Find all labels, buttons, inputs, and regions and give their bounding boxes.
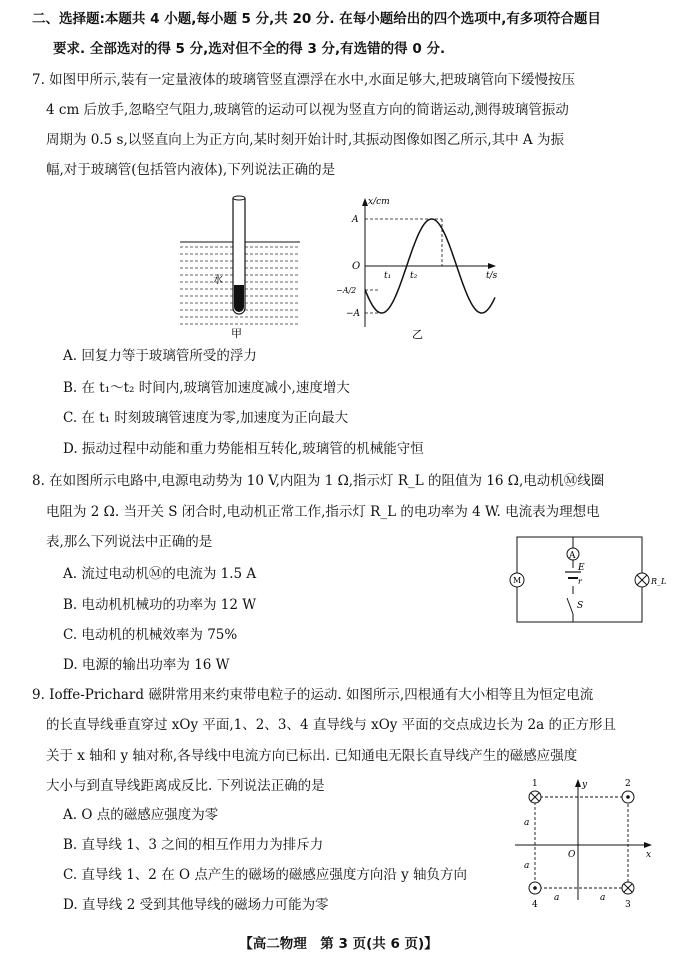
- q8-option-a[interactable]: A. 流过电动机Ⓜ的电流为 1.5 A: [63, 566, 257, 582]
- q7-stem-line: 周期为 0.5 s,以竖直向上为正方向,某时刻开始计时,其振动图像如图乙所示,其中 A 为振: [46, 132, 564, 148]
- r-label: r: [578, 577, 582, 586]
- q9-option-d[interactable]: D. 直导线 2 受到其他导线的磁场力可能为零: [63, 897, 329, 913]
- q8-stem-line: 电阻为 2 Ω. 当开关 S 闭合时,电动机正常工作,指示灯 R_L 的电功率为 4 W. 电流表为理想电: [46, 504, 600, 520]
- section-header-line1: 二、选择题:本题共 4 小题,每小题 5 分,共 20 分. 在每小题给出的四个选项中,有多项符合题目: [32, 11, 601, 27]
- y-axis-label: x/cm: [368, 197, 390, 207]
- side-a-label: a: [524, 818, 530, 828]
- q9-option-a[interactable]: A. O 点的磁感应强度为零: [63, 807, 219, 823]
- tick-O: O: [352, 261, 361, 272]
- q7-stem-line: 7. 如图甲所示,装有一定量液体的玻璃管竖直漂浮在水中,水面足够大,把玻璃管向下缓慢按压: [32, 72, 576, 88]
- figure-yi: [330, 192, 510, 342]
- tick-neg-A-half: −A/2: [336, 286, 357, 295]
- circuit-figure: [505, 532, 667, 632]
- q7-option-d[interactable]: D. 振动过程中动能和重力势能相互转化,玻璃管的机械能守恒: [63, 441, 424, 457]
- q7-option-a[interactable]: A. 回复力等于玻璃管所受的浮力: [63, 348, 257, 364]
- t2-label: t₂: [410, 271, 418, 281]
- side-a-label: a: [554, 893, 560, 903]
- tick-A: A: [352, 215, 359, 225]
- q8-option-b[interactable]: B. 电动机机械功的功率为 12 W: [63, 597, 257, 613]
- q9-stem-line: 关于 x 轴和 y 轴对称,各导线中电流方向已标出. 已知通电无限长直导线产生的磁感应强度: [46, 748, 578, 764]
- q9-option-b[interactable]: B. 直导线 1、3 之间的相互作用力为排斥力: [63, 837, 324, 853]
- figure-caption-jia: 甲: [231, 327, 242, 340]
- q9-option-c[interactable]: C. 直导线 1、2 在 O 点产生的磁场的磁感应强度方向沿 y 轴负方向: [63, 867, 468, 883]
- section-header-line2: 要求. 全部选对的得 5 分,选对但不全的得 3 分,有选错的得 0 分.: [53, 41, 446, 57]
- side-a-label: a: [600, 893, 606, 903]
- x-axis-label: x: [646, 850, 652, 860]
- q8-stem-line: 表,那么下列说法中正确的是: [46, 534, 213, 550]
- q7-option-c[interactable]: C. 在 t₁ 时刻玻璃管速度为零,加速度为正向最大: [63, 410, 349, 426]
- q7-stem-line: 幅,对于玻璃管(包括管内液体),下列说法正确的是: [46, 162, 336, 178]
- switch-label: S: [577, 601, 584, 611]
- figure-caption-yi: 乙: [412, 328, 423, 341]
- t1-label: t₁: [384, 271, 392, 281]
- q8-option-d[interactable]: D. 电源的输出功率为 16 W: [63, 657, 230, 673]
- emf-label: E: [578, 563, 585, 573]
- origin-label: O: [568, 850, 576, 860]
- side-a-label: a: [524, 861, 530, 871]
- q9-stem-line: 9. Ioffe-Prichard 磁阱常用来约束带电粒子的运动. 如图所示,四根通有大小相等且为恒定电流: [32, 687, 594, 703]
- motor-label: M: [513, 576, 522, 585]
- page-footer: 【高二物理 第 3 页(共 6 页)】: [239, 936, 438, 952]
- tick-neg-A: −A: [346, 309, 361, 319]
- q7-option-b[interactable]: B. 在 t₁～t₂ 时间内,玻璃管加速度减小,速度增大: [63, 380, 350, 396]
- wire-2-label: 2: [625, 779, 631, 789]
- x-axis-label: t/s: [486, 271, 498, 281]
- wire-3-label: 3: [625, 900, 631, 910]
- figure-jia: [175, 190, 305, 340]
- q8-stem-line: 8. 在如图所示电路中,电源电动势为 10 V,内阻为 1 Ω,指示灯 R_L 的阻值为 16 Ω,电动机Ⓜ线圈: [32, 473, 605, 489]
- q7-stem-line: 4 cm 后放手,忽略空气阻力,玻璃管的运动可以视为竖直方向的简谐运动,测得玻璃管振动: [46, 102, 569, 118]
- water-label: 水: [213, 275, 223, 286]
- ammeter-label: A: [569, 551, 576, 561]
- wire-1-label: 1: [532, 779, 538, 789]
- lamp-label: R_L: [651, 577, 667, 586]
- wire-4-label: 4: [532, 900, 538, 910]
- q9-stem-line: 大小与到直导线距离成反比. 下列说法正确的是: [46, 778, 325, 794]
- wire-figure: [510, 775, 660, 915]
- q9-stem-line: 的长直导线垂直穿过 xOy 平面,1、2、3、4 直导线与 xOy 平面的交点成边长为 2a 的正方形且: [46, 717, 616, 733]
- q8-option-c[interactable]: C. 电动机的机械效率为 75%: [63, 627, 238, 643]
- y-axis-label: y: [582, 780, 588, 790]
